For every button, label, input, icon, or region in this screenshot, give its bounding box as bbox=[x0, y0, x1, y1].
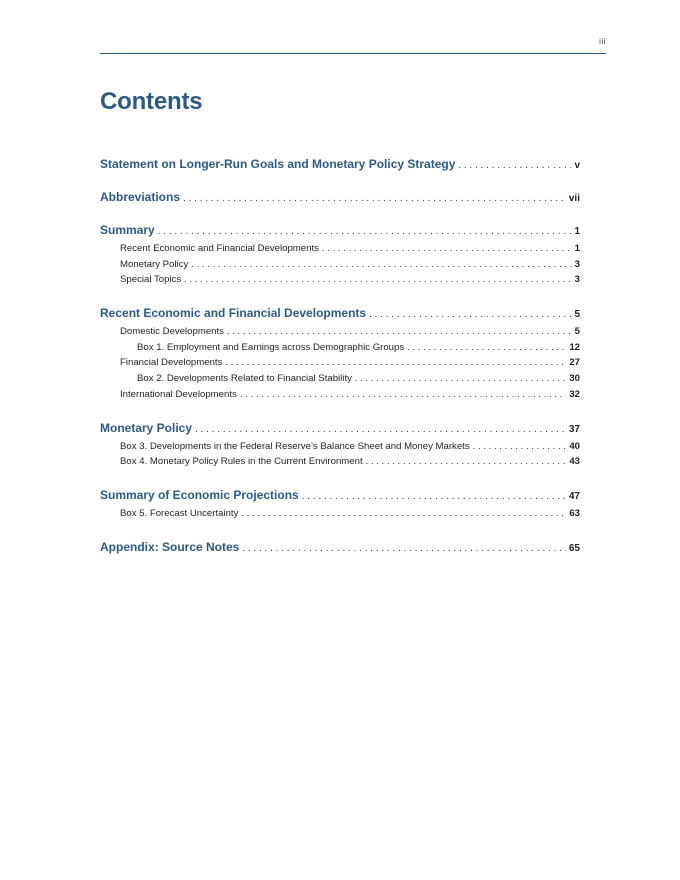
toc-box-entry[interactable] bbox=[100, 506, 580, 522]
toc-entry-goals-strategy[interactable] bbox=[100, 156, 580, 172]
toc-entry-recent-developments[interactable] bbox=[100, 305, 580, 321]
dot-leader bbox=[458, 158, 571, 174]
dot-leader bbox=[407, 340, 566, 356]
toc-entry-label: Monetary Policy bbox=[100, 420, 193, 435]
dot-leader bbox=[183, 191, 566, 207]
dot-leader bbox=[195, 422, 566, 438]
toc-entry-label: Summary bbox=[100, 223, 155, 237]
toc-subentry[interactable] bbox=[100, 324, 580, 340]
toc-box-entry[interactable] bbox=[100, 454, 580, 470]
toc-entry-page: 1 bbox=[574, 226, 580, 237]
toc-subentry[interactable] bbox=[100, 272, 580, 288]
dot-leader bbox=[184, 272, 572, 288]
dot-leader bbox=[302, 489, 566, 505]
toc-entry-page: vii bbox=[568, 193, 580, 204]
toc-entry-label: Special Topics bbox=[120, 274, 182, 286]
toc-entry-page: 43 bbox=[569, 456, 580, 468]
toc-entry-label: International Developments bbox=[120, 388, 237, 400]
toc-box-entry[interactable] bbox=[100, 371, 580, 387]
toc-entry-label: Abbreviations bbox=[100, 190, 181, 204]
toc-entry-label: Domestic Developments bbox=[120, 326, 224, 338]
table-of-contents bbox=[100, 156, 580, 555]
dot-leader bbox=[355, 371, 566, 387]
dot-leader bbox=[191, 257, 571, 273]
toc-subentry[interactable] bbox=[100, 387, 580, 403]
toc-entry-label: Summary of Economic Projections bbox=[100, 487, 299, 502]
dot-leader bbox=[369, 307, 571, 323]
toc-entry-sep[interactable] bbox=[100, 487, 580, 503]
toc-entry-page: 65 bbox=[568, 542, 580, 554]
toc-entry-label: Box 5. Forecast Uncertainty bbox=[120, 507, 239, 519]
dot-leader bbox=[242, 541, 566, 557]
dot-leader bbox=[473, 439, 567, 455]
toc-entry-label: Financial Developments bbox=[120, 357, 223, 369]
toc-entry-label: Box 4. Monetary Policy Rules in the Current Environment bbox=[120, 456, 363, 468]
toc-entry-page: 5 bbox=[574, 309, 580, 321]
toc-entry-label: Box 2. Developments Related to Financial Stability bbox=[137, 373, 352, 385]
page-title: Contents bbox=[100, 88, 203, 115]
toc-entry-monetary-policy[interactable] bbox=[100, 420, 580, 436]
toc-entry-label: Recent Economic and Financial Developments bbox=[120, 243, 319, 254]
dot-leader bbox=[241, 506, 566, 522]
toc-entry-label: Box 3. Developments in the Federal Reserve’s Balance Sheet and Money Markets bbox=[120, 440, 470, 452]
toc-entry-page: 27 bbox=[569, 357, 580, 369]
toc-entry-page: 47 bbox=[568, 490, 580, 502]
toc-entry-page: 37 bbox=[568, 423, 580, 435]
dot-leader bbox=[225, 355, 566, 371]
toc-entry-page: 12 bbox=[569, 341, 580, 353]
toc-entry-label: Appendix: Source Notes bbox=[100, 539, 240, 554]
toc-subentry[interactable] bbox=[100, 241, 580, 257]
toc-entry-abbreviations[interactable] bbox=[100, 189, 580, 205]
dot-leader bbox=[322, 241, 572, 257]
toc-entry-label: Recent Economic and Financial Developments bbox=[100, 306, 367, 321]
toc-entry-page: v bbox=[574, 160, 580, 171]
toc-entry-page: 30 bbox=[569, 373, 580, 385]
toc-subentry[interactable] bbox=[100, 257, 580, 273]
toc-entry-page: 5 bbox=[574, 326, 580, 338]
toc-entry-page: 32 bbox=[569, 388, 580, 400]
dot-leader bbox=[240, 387, 567, 403]
toc-subentry[interactable] bbox=[100, 355, 580, 371]
toc-entry-page: 40 bbox=[569, 440, 580, 452]
toc-entry-appendix[interactable] bbox=[100, 539, 580, 555]
toc-box-entry[interactable] bbox=[100, 340, 580, 356]
dot-leader bbox=[366, 454, 567, 470]
toc-entry-label: Monetary Policy bbox=[120, 258, 189, 270]
dot-leader bbox=[227, 324, 572, 340]
toc-entry-page: 63 bbox=[569, 507, 580, 519]
toc-entry-page: 3 bbox=[574, 258, 580, 270]
toc-entry-label: Statement on Longer-Run Goals and Monetary Policy Strategy bbox=[100, 157, 456, 171]
toc-entry-summary[interactable] bbox=[100, 222, 580, 238]
header-rule bbox=[100, 53, 606, 54]
dot-leader bbox=[158, 224, 572, 240]
toc-entry-page: 1 bbox=[574, 243, 580, 254]
toc-box-entry[interactable] bbox=[100, 439, 580, 455]
page-number: iii bbox=[599, 37, 606, 46]
toc-entry-page: 3 bbox=[574, 274, 580, 286]
toc-entry-label: Box 1. Employment and Earnings across Demographic Groups bbox=[137, 341, 405, 353]
